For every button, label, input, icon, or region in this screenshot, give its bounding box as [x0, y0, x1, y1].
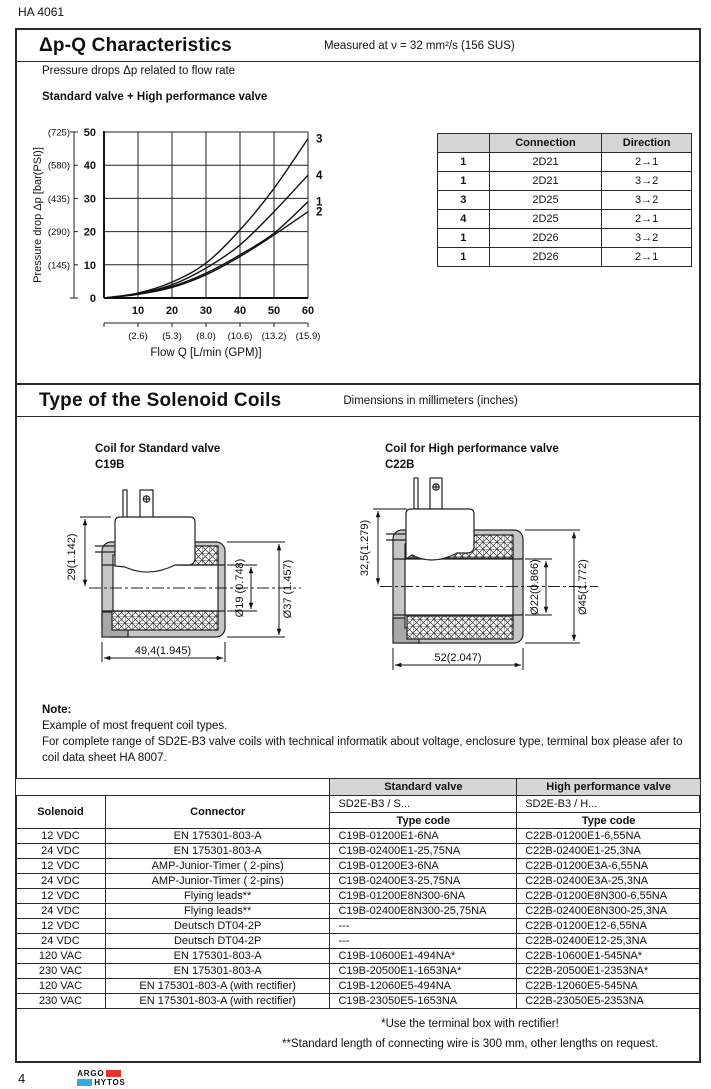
note-title: Note:: [42, 704, 72, 716]
table-cell: 2→1: [602, 210, 692, 229]
table-cell: EN 175301-803-A: [105, 829, 330, 844]
table-cell: C22B-12060E5-545NA: [517, 979, 701, 994]
table-cell: C22B-02400E8N300-25,3NA: [517, 904, 701, 919]
table-cell: 2D25: [489, 210, 602, 229]
table-cell: 2→1: [602, 248, 692, 267]
table-row: [16, 964, 701, 979]
table-cell: 1: [438, 172, 490, 191]
coil-typecode-table: [15, 778, 701, 1009]
table-cell: 230 VAC: [16, 994, 106, 1009]
table-cell: C19B-01200E8N300-6NA: [330, 889, 517, 904]
table-cell: 120 VAC: [16, 979, 106, 994]
table-cell: EN 175301-803-A: [105, 949, 330, 964]
svg-text:10: 10: [83, 259, 96, 272]
svg-text:(8.0): (8.0): [196, 331, 216, 342]
svg-text:(290): (290): [47, 227, 70, 239]
table-cell: 1: [438, 153, 490, 172]
table-cell: Deutsch DT04-2P: [105, 919, 330, 934]
table-cell: C22B-02400E1-25,3NA: [517, 844, 701, 859]
footnote-wire-length: **Standard length of connecting wire is 300 mm, other lengths on request.: [282, 1038, 658, 1050]
table-cell: 3→2: [602, 229, 692, 248]
svg-text:0: 0: [89, 293, 96, 305]
svg-text:(15.9): (15.9): [295, 331, 321, 342]
table-cell: Flying leads**: [105, 904, 330, 919]
table-row: [438, 229, 692, 248]
coil-std-dim-height: 29(1.142): [66, 533, 78, 581]
table-cell: 1: [438, 248, 490, 267]
table-cell: EN 175301-803-A: [105, 844, 330, 859]
coil-standard-code: C19B: [95, 459, 125, 471]
logo-red-square: [106, 1070, 121, 1077]
table-cell: C19B-01200E3-6NA: [330, 859, 517, 874]
connection-direction-table: [437, 133, 692, 267]
svg-text:(13.2): (13.2): [261, 331, 287, 342]
table-cell: 230 VAC: [16, 964, 106, 979]
logo-row-argo: [77, 1069, 125, 1078]
page-number: 4: [18, 1070, 26, 1086]
table-cell: C19B-23050E5-1653NA: [330, 994, 517, 1009]
table-row: [16, 934, 701, 949]
svg-text:1: 1: [316, 196, 323, 209]
table-cell: EN 175301-803-A (with rectifier): [105, 994, 330, 1009]
connector-header: Connector: [105, 796, 330, 829]
table-cell: Deutsch DT04-2P: [105, 934, 330, 949]
table-cell: C19B-20500E1-1653NA*: [330, 964, 517, 979]
high-performance-valve-header: High performance valve: [517, 779, 701, 796]
svg-text:(580): (580): [47, 160, 70, 172]
table-row: [16, 979, 701, 994]
sd2e-standard-cell: SD2E-B3 / S...: [330, 796, 517, 813]
table-cell: C19B-02400E8N300-25,75NA: [330, 904, 517, 919]
table-cell: C19B-10600E1-494NA*: [330, 949, 517, 964]
svg-text:(2.6): (2.6): [128, 331, 148, 342]
svg-text:40: 40: [83, 160, 96, 173]
table-cell: 3: [438, 191, 490, 210]
table-cell: C22B-01200E1-6,55NA: [517, 829, 701, 844]
svg-text:30: 30: [199, 305, 213, 317]
table-row: [16, 949, 701, 964]
table-cell: 3→2: [602, 191, 692, 210]
coil-high-dim-width: 52(2.047): [434, 652, 482, 664]
table-cell: C22B-10600E1-545NA*: [517, 949, 701, 964]
table-cell: EN 175301-803-A: [105, 964, 330, 979]
table-cell: 4: [438, 210, 490, 229]
svg-text:50: 50: [267, 305, 281, 317]
type-code-header-high: Type code: [517, 813, 701, 829]
section-coils-title: Type of the Solenoid Coils: [39, 389, 282, 411]
doc-number: HA 4061: [18, 5, 65, 19]
table-cell: ---: [330, 919, 517, 934]
svg-text:(10.6): (10.6): [227, 331, 253, 342]
table-cell: 2D26: [489, 248, 602, 267]
table-cell: C22B-20500E1-2353NA*: [517, 964, 701, 979]
coil-high-dim-outer: Ø45(1.772): [577, 559, 589, 615]
svg-text:(5.3): (5.3): [162, 331, 182, 342]
logo-blue-square: [77, 1079, 92, 1086]
table-cell: ---: [330, 934, 517, 949]
table-cell: 12 VDC: [16, 919, 106, 934]
coil-std-dim-outer: Ø37 (1.457): [282, 559, 294, 619]
subheader-row: [16, 796, 701, 813]
coil-diagram-high: [350, 458, 650, 708]
group-header-row: [16, 779, 701, 796]
footnotes: [240, 1014, 700, 1054]
svg-text:50: 50: [83, 127, 96, 139]
table-row: [438, 248, 692, 267]
logo-row-hytos: [77, 1078, 125, 1087]
coil-std-dim-width: 49,4(1.945): [134, 645, 192, 657]
svg-text:(725): (725): [47, 127, 70, 139]
svg-text:4: 4: [316, 170, 323, 183]
svg-text:2: 2: [316, 206, 323, 219]
coil-high-dim-bore: Ø22(0.866): [529, 559, 541, 615]
table-cell: 12 VDC: [16, 859, 106, 874]
coil-std-dim-bore: Ø19 (0.748): [234, 558, 246, 618]
section-dpq-title: Δp-Q Characteristics: [39, 34, 232, 56]
table-cell: C22B-01200E8N300-6,55NA: [517, 889, 701, 904]
solenoid-header: Solenoid: [16, 796, 106, 829]
table-row: [16, 859, 701, 874]
table-header-row: [438, 134, 692, 153]
table-row: [16, 919, 701, 934]
table-cell: 120 VAC: [16, 949, 106, 964]
table-cell: C19B-01200E1-6NA: [330, 829, 517, 844]
table-cell: 3→2: [602, 172, 692, 191]
svg-text:60: 60: [301, 305, 315, 317]
table-row: [438, 191, 692, 210]
logo-argo-text: ARGO: [77, 1068, 105, 1078]
coil-high-code: C22B: [385, 459, 415, 471]
table-row: [16, 874, 701, 889]
table-cell: Flying leads**: [105, 889, 330, 904]
table-cell: AMP-Junior-Timer ( 2-pins): [105, 859, 330, 874]
type-code-header-standard: Type code: [330, 813, 517, 829]
svg-text:Flow Q [L/min (GPM)]: Flow Q [L/min (GPM)]: [150, 347, 262, 359]
table-cell: 24 VDC: [16, 904, 106, 919]
table-cell: C19B-02400E3-25,75NA: [330, 874, 517, 889]
coil-high-dim-height: 32,5(1.279): [359, 519, 371, 577]
curve-number-header: [438, 134, 490, 153]
measured-at-note: Measured at ν = 32 mm²/s (156 SUS): [323, 39, 515, 52]
svg-text:(145): (145): [47, 260, 70, 272]
table-cell: 24 VDC: [16, 874, 106, 889]
svg-text:(435): (435): [47, 193, 70, 205]
table-row: [438, 172, 692, 191]
svg-text:20: 20: [165, 305, 179, 317]
direction-header: Direction: [602, 134, 692, 153]
table-row: [16, 844, 701, 859]
table-cell: C22B-01200E12-6,55NA: [517, 919, 701, 934]
standard-valve-header: Standard valve: [330, 779, 517, 796]
logo-hytos-text: HYTOS: [94, 1077, 126, 1087]
table-cell: C19B-12060E5-494NA: [330, 979, 517, 994]
coil-standard-label: Coil for Standard valve: [95, 443, 221, 455]
table-cell: 2D25: [489, 191, 602, 210]
table-row: [16, 829, 701, 844]
table-cell: 12 VDC: [16, 889, 106, 904]
note-line2: For complete range of SD2E-B3 valve coils with technical informatik about voltage, enclosure type, terminal box please afer to coil data sheet HA 8007.: [42, 736, 683, 764]
svg-text:3: 3: [316, 133, 323, 146]
table-cell: C22B-23050E5-2353NA: [517, 994, 701, 1009]
dimensions-note: Dimensions in millimeters (inches): [343, 394, 518, 407]
page-footer: [18, 1069, 126, 1087]
table-row: [16, 994, 701, 1009]
svg-text:10: 10: [131, 305, 145, 317]
connection-header: Connection: [489, 134, 602, 153]
note-block: [42, 702, 694, 766]
empty-header-cell: [16, 779, 330, 796]
table-cell: 2D21: [489, 153, 602, 172]
table-cell: C22B-02400E12-25,3NA: [517, 934, 701, 949]
valve-types-line: Standard valve + High performance valve: [42, 91, 268, 103]
section-dpq-header: [15, 28, 701, 62]
coil-diagram-standard: [55, 462, 355, 702]
table-row: [16, 889, 701, 904]
table-cell: 1: [438, 229, 490, 248]
svg-text:20: 20: [83, 226, 96, 239]
table-cell: C22B-02400E3A-25,3NA: [517, 874, 701, 889]
footnote-rectifier: *Use the terminal box with rectifier!: [381, 1018, 559, 1030]
sd2e-high-cell: SD2E-B3 / H...: [517, 796, 701, 813]
table-cell: EN 175301-803-A (with rectifier): [105, 979, 330, 994]
table-cell: 2D26: [489, 229, 602, 248]
table-cell: C19B-02400E1-25,75NA: [330, 844, 517, 859]
note-line1: Example of most frequent coil types.: [42, 720, 228, 732]
table-cell: 12 VDC: [16, 829, 106, 844]
table-cell: 2D21: [489, 172, 602, 191]
argo-hytos-logo: [77, 1069, 125, 1087]
coil-high-label: Coil for High performance valve: [385, 443, 559, 455]
svg-text:Pressure drop Δp [bar(PSI)]: Pressure drop Δp [bar(PSI)]: [32, 147, 44, 283]
table-cell: C22B-01200E3A-6,55NA: [517, 859, 701, 874]
section-coils-header: [15, 383, 701, 417]
table-row: [438, 210, 692, 229]
dpq-characteristics-chart: [30, 120, 360, 368]
pressure-drop-intro: Pressure drops Δp related to flow rate: [42, 65, 236, 77]
table-row: [438, 153, 692, 172]
svg-text:40: 40: [233, 305, 247, 317]
svg-text:30: 30: [83, 193, 96, 206]
table-cell: 24 VDC: [16, 844, 106, 859]
table-cell: 24 VDC: [16, 934, 106, 949]
table-row: [16, 904, 701, 919]
table-cell: AMP-Junior-Timer ( 2-pins): [105, 874, 330, 889]
table-cell: 2→1: [602, 153, 692, 172]
